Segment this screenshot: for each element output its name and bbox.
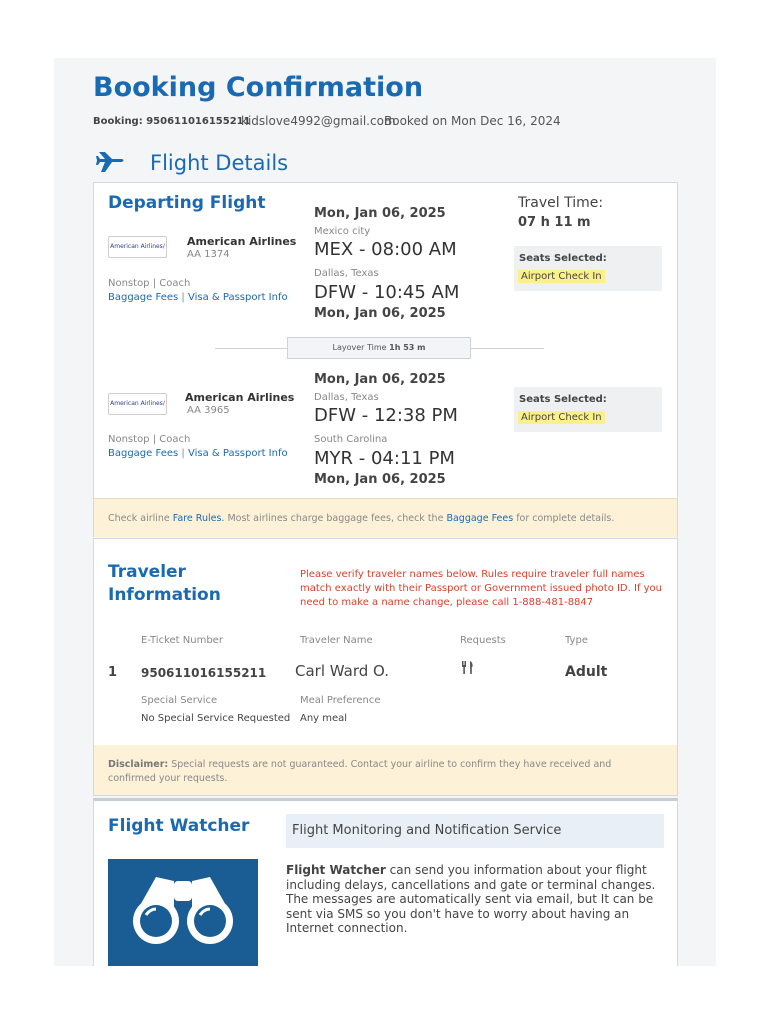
- seats-selected-value: Airport Check In: [518, 270, 605, 283]
- cabin-info: Nonstop | Coach: [108, 278, 191, 289]
- special-service-label: Special Service: [141, 695, 218, 706]
- baggage-fees-link[interactable]: Baggage Fees: [108, 448, 179, 459]
- layover-badge: [287, 337, 471, 359]
- fare-rules-notice: Check airline Fare Rules. Most airlines charge baggage fees, check the Baggage Fees for complete details.: [94, 498, 677, 537]
- travel-time-value: 07 h 11 m: [518, 215, 591, 230]
- arrival-date: Mon, Jan 06, 2025: [314, 306, 446, 321]
- departure-date: Mon, Jan 06, 2025: [314, 206, 446, 221]
- page-title: Booking Confirmation: [93, 72, 424, 103]
- layover-value: 1h 53 m: [389, 343, 426, 352]
- american-airlines-logo: American Airlines∕: [108, 236, 167, 258]
- seats-selected-value: Airport Check In: [518, 411, 605, 424]
- flight-watcher-title: Flight Watcher: [108, 816, 250, 836]
- departure-code-time: DFW - 12:38 PM: [314, 405, 458, 426]
- cabin-info: Nonstop | Coach: [108, 434, 191, 445]
- layover-label: Layover Time: [332, 343, 387, 352]
- flight-watcher-name: Flight Watcher: [286, 863, 386, 877]
- departure-code-time: MEX - 08:00 AM: [314, 239, 457, 260]
- arrival-code-time: MYR - 04:11 PM: [314, 448, 455, 469]
- visa-passport-link[interactable]: Visa & Passport Info: [187, 292, 288, 303]
- departure-date: Mon, Jan 06, 2025: [314, 372, 446, 387]
- departing-flight-title: Departing Flight: [108, 193, 266, 213]
- meal-preference-value: Any meal: [300, 713, 348, 724]
- arrival-city: Dallas, Texas: [314, 268, 379, 279]
- eticket-number: 950611016155211: [141, 666, 267, 680]
- airline-name: American Airlines: [187, 235, 297, 248]
- flight-watcher-description: Flight Watcher can send you information about your flight including delays, cancellations and gate or terminal changes. The messages are automatically sent via email, but It can be sent via SMS so you don't have to worry about having an Internet connection.: [286, 863, 656, 935]
- segment-links: Baggage Fees | Visa & Passport Info: [108, 448, 288, 459]
- special-service-value: No Special Service Requested: [141, 713, 291, 724]
- booking-label: Booking:: [93, 116, 143, 127]
- arrival-date: Mon, Jan 06, 2025: [314, 472, 446, 487]
- col-header-requests: Requests: [460, 635, 506, 646]
- disclaimer-notice: Disclaimer: Special requests are not guaranteed. Contact your airline to confirm they have received and confirmed your requests.: [94, 745, 677, 795]
- booking-number-line: [93, 116, 251, 127]
- fare-rules-link[interactable]: Fare Rules.: [172, 513, 225, 524]
- departure-city: Mexico city: [314, 226, 371, 237]
- confirmation-sheet: [54, 58, 716, 966]
- meal-request-icon: [460, 659, 476, 679]
- monitoring-service-title: Flight Monitoring and Notification Service: [286, 814, 664, 848]
- flight-watcher-card: [93, 798, 678, 966]
- col-header-name: Traveler Name: [300, 635, 373, 646]
- col-header-ticket: E-Ticket Number: [141, 635, 223, 646]
- booking-number: 950611016155211: [146, 116, 251, 127]
- flight-details-card: [93, 182, 678, 537]
- seats-selected-box: [514, 246, 662, 291]
- arrival-city: South Carolina: [314, 434, 388, 445]
- traveler-index: 1: [108, 665, 118, 680]
- airline-name: American Airlines: [185, 391, 295, 404]
- traveler-type: Adult: [565, 664, 608, 680]
- flight-details-title: Flight Details: [150, 151, 289, 175]
- traveler-name: Carl Ward O.: [295, 662, 389, 680]
- flight-number: AA 1374: [187, 249, 230, 260]
- name-verification-warning: Please verify traveler names below. Rules require traveler full names match exactly with their Passport or Government issued photo ID. If you need to make a name change, please call 1-888-481-8847: [300, 569, 663, 608]
- flight-number: AA 3965: [187, 405, 230, 416]
- meal-preference-label: Meal Preference: [300, 695, 381, 706]
- booking-email: kidslove4992@gmail.com: [241, 114, 396, 128]
- seats-selected-box: [514, 387, 662, 432]
- departure-city: Dallas, Texas: [314, 392, 379, 403]
- airplane-icon: [96, 148, 126, 180]
- seats-selected-label: Seats Selected:: [519, 394, 607, 405]
- booked-on-date: Booked on Mon Dec 16, 2024: [384, 114, 561, 128]
- segment-links: Baggage Fees | Visa & Passport Info: [108, 292, 288, 303]
- baggage-fees-link[interactable]: Baggage Fees: [108, 292, 179, 303]
- american-airlines-logo: American Airlines∕: [108, 393, 167, 415]
- binoculars-icon: [108, 859, 258, 966]
- arrival-code-time: DFW - 10:45 AM: [314, 282, 460, 303]
- baggage-fees-link[interactable]: Baggage Fees: [446, 513, 514, 524]
- disclaimer-label: Disclaimer:: [108, 759, 169, 770]
- visa-passport-link[interactable]: Visa & Passport Info: [187, 448, 288, 459]
- seats-selected-label: Seats Selected:: [519, 253, 607, 264]
- traveler-info-card: [93, 538, 678, 796]
- travel-time-label: Travel Time:: [518, 195, 604, 211]
- col-header-type: Type: [565, 635, 588, 646]
- traveler-info-title: Traveler Information: [108, 562, 221, 605]
